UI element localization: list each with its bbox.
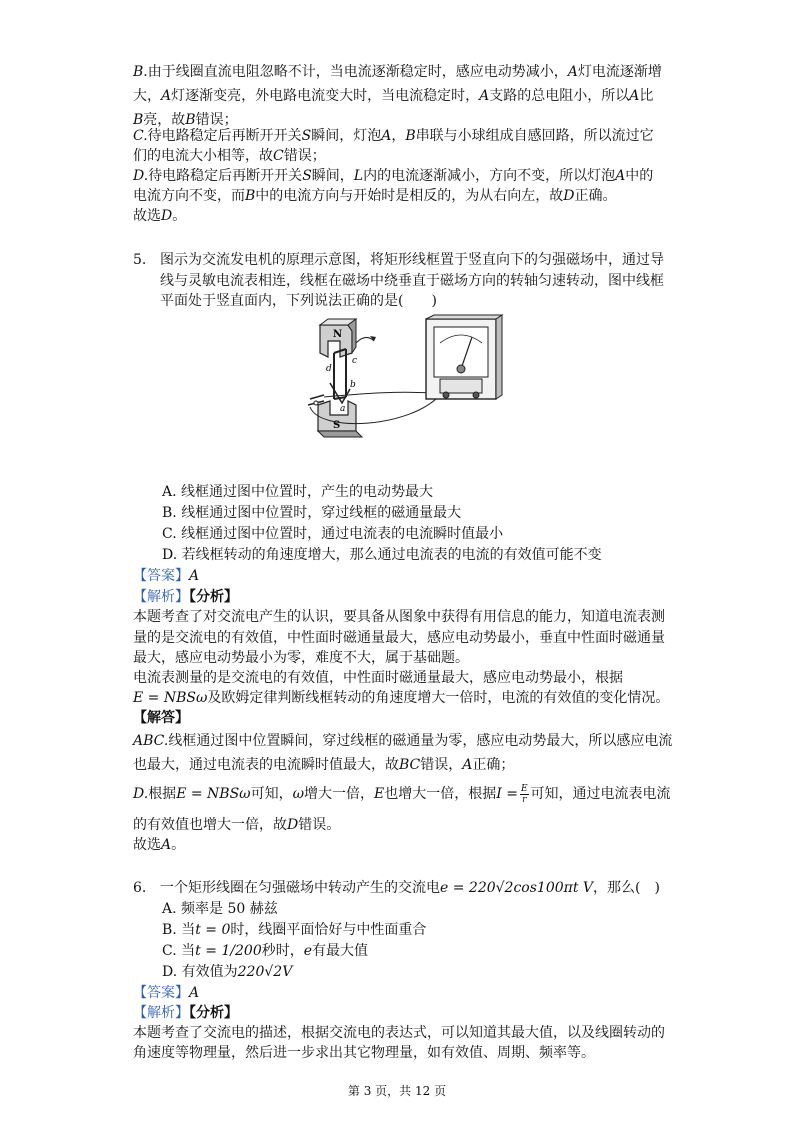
q5-option-b: B. 线框通过图中位置时，穿过线框的磁通量最大 [162,505,462,521]
q5-analysis-line2: 量的是交流电的有效值，中性面时磁通量最大，感应电动势最小，垂直中性面时磁通量 [133,630,665,646]
q6-option-d: D. 有效值为220√2V [162,964,293,980]
q6-analysis-line2: 角速度等物理量，然后进一步求出其它物理量，如有效值、周期、频率等。 [133,1045,595,1061]
q6-number: 6. [133,880,147,896]
q5-solution-line4: 的有效值也增大一倍，故D错误。 [133,817,341,833]
prev-answer-d-line1: D.待电路稳定后再断开开关S瞬间，L内的电流逐渐减小，方向不变，所以灯泡A中的 [133,168,654,184]
q5-analysis-line1: 本题考查了对交流电产生的认识，要具备从图象中获得有用信息的能力，知道电流表测 [133,609,665,625]
q5-option-d: D. 若线框转动的角速度增大，那么通过电流表的电流的有效值可能不变 [162,547,602,563]
q5-solution-line1: ABC.线框通过图中位置瞬间，穿过线框的磁通量为零，感应电动势最大，所以感应电流 [133,733,673,749]
q6-analysis-header: 【解析】【分析】 [133,1005,238,1021]
prev-answer-c-line1: C.待电路稳定后再断开开关S瞬间，灯泡A，B串联与小球组成自感回路，所以流过它 [133,128,654,144]
q5-option-a: A. 线框通过图中位置时，产生的电动势最大 [162,484,434,500]
q5-stem-line1: 图示为交流发电机的原理示意图，将矩形线框置于竖直向下的匀强磁场中，通过导 [160,252,664,268]
svg-text:b: b [350,380,356,390]
prev-answer-b-line3: B亮，故B错误； [133,112,238,128]
q5-stem-line3: 平面处于竖直面内，下列说法正确的是( ) [160,293,437,309]
svg-text:c: c [352,356,358,366]
q5-analysis-line4: 电流表测量的是交流电的有效值，中性面时磁通量最大，感应电动势最小，根据 [133,670,623,686]
prev-answer-choose: 故选D。 [133,208,187,224]
prev-answer-c-line2: 们的电流大小相等，故C错误； [133,148,326,164]
q5-solution-line2: 也最大，通过电流表的电流瞬时值最大，故BC错误，A正确； [133,757,515,773]
q5-stem-line2: 线与灵敏电流表相连，线框在磁场中绕垂直于磁场方向的转轴匀速转动，图中线框 [160,273,664,289]
q6-option-c: C. 当t = 1/200秒时，e有最大值 [162,943,369,959]
q5-solution-header: 【解答】 [133,710,189,726]
q5-option-c: C. 线框通过图中位置时，通过电流表的电流瞬时值最小 [162,526,504,542]
fraction-e-over-r: $\frac{E}{r}$ [520,783,528,805]
q6-stem: 一个矩形线圈在匀强磁场中转动产生的交流电e = 220√2cos100πt V，那么( ) [160,880,660,896]
magnet-s-label: S [333,420,341,431]
svg-text:a: a [340,404,346,414]
prev-answer-b-line2: 大，A灯逐渐变亮，外电路电流变大时，当电流稳定时，A支路的总电阻小，所以A比 [133,88,654,104]
magnet-n-label: N [333,329,343,340]
q5-choose: 故选A。 [133,837,186,853]
wire-top [324,392,430,397]
page-footer: 第 3 页，共 12 页 [347,1084,447,1098]
q6-analysis-line1: 本题考查了交流电的描述，根据交流电的表达式，可以知道其最大值，以及线圈转动的 [133,1025,665,1041]
q5-analysis-line5: E = NBSω及欧姆定律判断线框转动的角速度增大一倍时，电流的有效值的变化情况。 [133,690,670,706]
q5-analysis-header: 【解析】【分析】 [133,589,238,605]
prev-answer-b-line1: B.由于线圈直流电阻忽略不计，当电流逐渐稳定时，感应电动势减小，A灯电流逐渐增 [133,64,662,80]
generator-figure [290,313,506,443]
q5-analysis-line3: 最大，感应电动势最小为零，难度不大，属于基础题。 [133,650,469,666]
q6-option-a: A. 频率是 50 赫兹 [162,901,278,917]
q5-answer: 【答案】A [133,568,200,584]
svg-text:d: d [326,364,332,374]
q6-answer: 【答案】A [133,985,200,1001]
prev-answer-d-line2: 电流方向不变，而B中的电流方向与开始时是相反的，为从右向左，故D正确。 [133,188,617,204]
q6-option-b: B. 当t = 0时，线圈平面恰好与中性面重合 [162,922,427,938]
q5-number: 5. [133,252,147,268]
q5-solution-line3: D.根据E = NBSω可知，ω增大一倍，E也增大一倍，根据I = $\frac{E}{r}$ 可知，通过电流表电流 [133,783,671,805]
